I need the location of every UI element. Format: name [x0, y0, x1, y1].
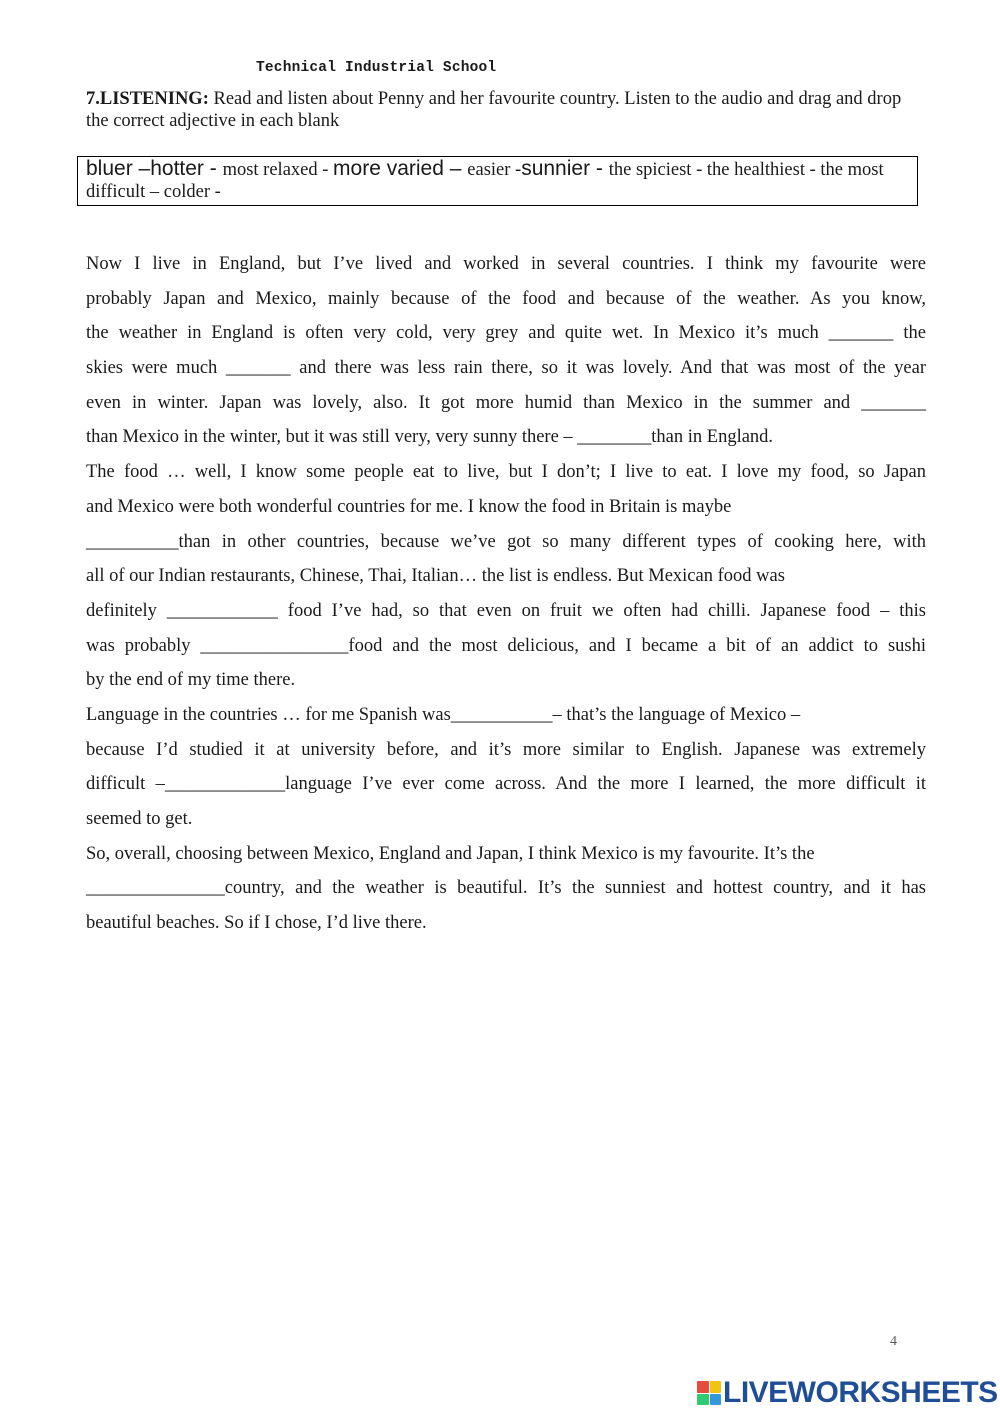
logo-tile	[710, 1381, 722, 1393]
word-bank-box	[77, 156, 918, 206]
passage-line: definitely ____________ food I’ve had, so that even on fruit we often had chilli. Japanese food – this	[86, 600, 926, 621]
passage-line: _______________country, and the weather is beautiful. It’s the sunniest and hottest country, and it has	[86, 878, 926, 899]
passage-line: seemed to get.	[86, 809, 193, 829]
passage-line: skies were much _______ and there was less rain there, so it was lovely. And that was most of the year	[86, 358, 926, 379]
passage-line: because I’d studied it at university before, and it’s more similar to English. Japanese was extremely	[86, 739, 926, 760]
passage-line: by the end of my time there.	[86, 670, 296, 691]
logo-tile	[697, 1394, 709, 1406]
passage-line: Language in the countries … for me Spanish was___________– that’s the language of Mexico –	[86, 704, 801, 725]
passage-line: even in winter. Japan was lovely, also. It got more humid than Mexico in the summer and _______	[86, 392, 926, 413]
passage-line: __________than in other countries, because we’ve got so many different types of cooking here, with	[86, 531, 926, 552]
passage-line: probably Japan and Mexico, mainly because of the food and because of the weather. As you know,	[86, 288, 926, 309]
liveworksheets-brand-text: LIVEWORKSHEETS	[723, 1376, 998, 1409]
liveworksheets-logo-icon	[697, 1381, 721, 1405]
instruction	[86, 88, 926, 132]
logo-tile	[697, 1381, 709, 1393]
page-number: 4	[890, 1334, 897, 1349]
instruction-label: 7.LISTENING:	[86, 89, 209, 109]
passage-line: The food … well, I know some people eat to live, but I don’t; I live to eat. I love my food, so Japan	[86, 462, 926, 483]
passage-line: was probably ________________food and the most delicious, and I became a bit of an addict to sushi	[86, 635, 926, 656]
word-bank-part[interactable]: bluer –hotter -	[86, 157, 223, 180]
passage-line: the weather in England is often very cold, very grey and quite wet. In Mexico it’s much _______ the	[86, 323, 926, 344]
instruction-text: Read and listen about Penny and her favourite country. Listen to the audio and drag and drop the correct adjective in each blank	[86, 89, 902, 131]
school-name: Technical Industrial School	[256, 60, 497, 76]
passage-line: all of our Indian restaurants, Chinese, Thai, Italian… the list is endless. But Mexican food was	[86, 566, 785, 587]
word-bank-part[interactable]: more varied –	[333, 157, 468, 180]
word-bank-part[interactable]: most relaxed -	[222, 160, 334, 180]
logo-tile	[710, 1394, 722, 1406]
word-bank-part[interactable]: the spiciest - the healthiest - the most difficult – colder -	[86, 160, 884, 202]
reading-passage	[86, 250, 926, 944]
passage-line: difficult –_____________language I’ve ever come across. And the more I learned, the more difficult it	[86, 774, 926, 795]
passage-line: Now I live in England, but I’ve lived and worked in several countries. I think my favourite were	[86, 254, 926, 274]
liveworksheets-logo[interactable]	[697, 1378, 998, 1408]
word-bank-part[interactable]: easier -	[467, 160, 522, 180]
passage-line: and Mexico were both wonderful countries for me. I know the food in Britain is maybe	[86, 496, 732, 517]
passage-line: than Mexico in the winter, but it was still very, very sunny there – ________than in England.	[86, 427, 774, 448]
word-bank-part[interactable]: sunnier -	[521, 157, 609, 180]
passage-line: So, overall, choosing between Mexico, England and Japan, I think Mexico is my favourite. It’s the	[86, 843, 815, 864]
passage-line: beautiful beaches. So if I chose, I’d live there.	[86, 913, 427, 934]
